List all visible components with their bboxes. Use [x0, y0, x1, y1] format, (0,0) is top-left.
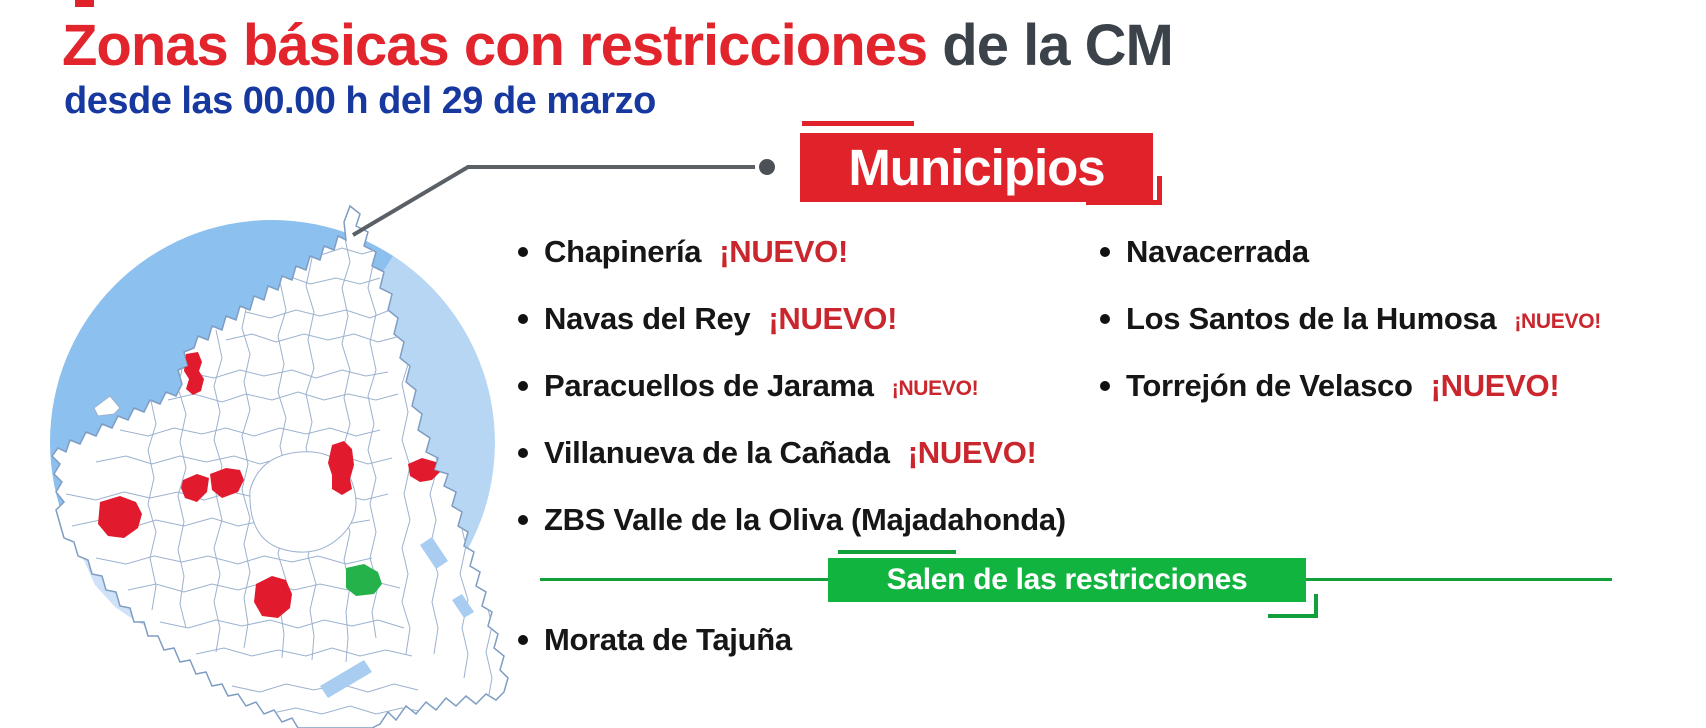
- list-item: [512, 234, 1084, 301]
- list-item: [512, 435, 1084, 502]
- municipio-name: Morata de Tajuña: [544, 622, 792, 657]
- list-item: [512, 622, 792, 689]
- municipio-list-right: [1094, 234, 1601, 435]
- municipio-name: Torrejón de Velasco: [1126, 368, 1413, 403]
- municipios-box-accent-top: [802, 121, 914, 126]
- bullet-icon: [518, 635, 528, 645]
- bullet-icon: [518, 381, 528, 391]
- page-title: [62, 14, 1173, 78]
- municipio-name: Paracuellos de Jarama: [544, 368, 874, 403]
- bullet-icon: [1100, 247, 1110, 257]
- nuevo-badge: ¡NUEVO!: [719, 234, 849, 269]
- municipio-name: Villanueva de la Cañada: [544, 435, 890, 470]
- bullet-icon: [518, 448, 528, 458]
- bullet-icon: [518, 515, 528, 525]
- bullet-icon: [1100, 314, 1110, 324]
- bullet-icon: [1100, 381, 1110, 391]
- municipio-name: Navas del Rey: [544, 301, 751, 336]
- list-item: [1094, 368, 1601, 435]
- exit-banner: [828, 558, 1306, 602]
- nuevo-badge: ¡NUEVO!: [768, 301, 898, 336]
- top-edge-red-mark: [75, 0, 94, 7]
- municipio-list-left: [512, 234, 1084, 569]
- nuevo-badge: ¡NUEVO!: [1514, 310, 1601, 333]
- municipios-box-accent-corner: [1086, 176, 1162, 205]
- municipios-label: Municipios: [848, 139, 1105, 196]
- exit-list: [512, 622, 792, 689]
- list-item: [512, 368, 1084, 435]
- bullet-icon: [518, 314, 528, 324]
- list-item: [512, 301, 1084, 368]
- exit-banner-label: Salen de las restricciones: [886, 563, 1248, 596]
- nuevo-badge: ¡NUEVO!: [1430, 368, 1560, 403]
- municipio-name: Los Santos de la Humosa: [1126, 301, 1497, 336]
- exit-banner-accent-top: [838, 550, 956, 554]
- exit-banner-accent-corner: [1268, 594, 1318, 618]
- callout-dot: [759, 159, 775, 175]
- list-item: [1094, 301, 1601, 368]
- list-item: [1094, 234, 1601, 301]
- page-subtitle: desde las 00.00 h del 29 de marzo: [64, 80, 656, 122]
- municipio-name: Chapinería: [544, 234, 702, 269]
- bullet-icon: [518, 247, 528, 257]
- nuevo-badge: ¡NUEVO!: [891, 377, 979, 400]
- title-highlight: Zonas básicas con restricciones: [62, 13, 928, 78]
- municipio-name: Navacerrada: [1126, 234, 1309, 269]
- nuevo-badge: ¡NUEVO!: [907, 435, 1037, 470]
- title-rest: de la CM: [927, 13, 1173, 78]
- callout-line: [353, 167, 755, 235]
- municipio-name: ZBS Valle de la Oliva (Majadahonda): [544, 502, 1066, 537]
